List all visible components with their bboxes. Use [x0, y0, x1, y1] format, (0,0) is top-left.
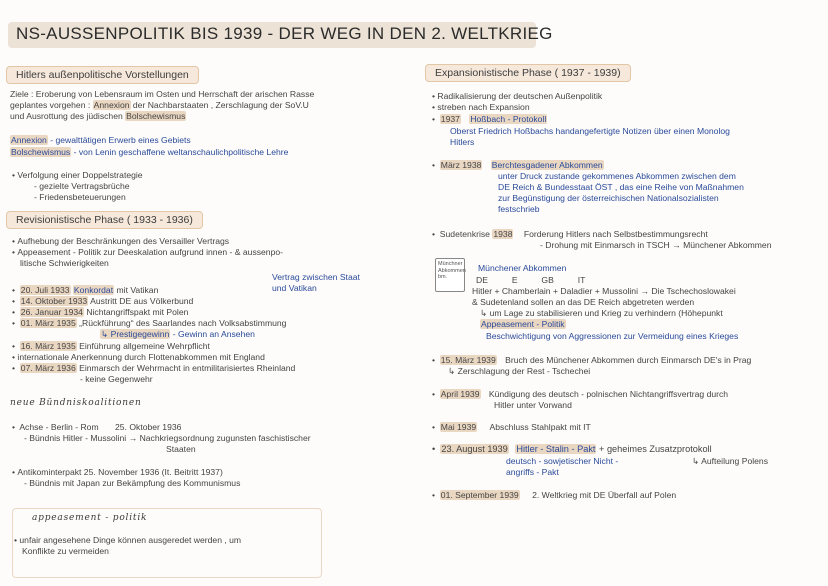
event-date: 26. Januar 1934 [20, 307, 83, 317]
achse-sub-1: - Bündnis Hitler - Mussolini → Nachkriegsordnung zugunsten faschistischer [24, 433, 311, 443]
event-hitler-stalin [432, 444, 712, 455]
event-polen [12, 307, 188, 318]
sudeten [432, 229, 708, 240]
expansion-item-1: • Radikalisierung der deutschen Außenpolitik [432, 91, 602, 102]
ziele-nachbarstaaten: der Nachbarstaaten , Zerschlagung der SoV.U [132, 100, 309, 110]
anschluss [432, 160, 604, 171]
section-header-buendnis: neue Bündniskoalitionen [10, 398, 142, 408]
bolschewismus-highlight: Bolschewismus [126, 111, 186, 121]
event-date: 16. März 1935 [20, 341, 76, 351]
muenchen-appeasement-label: Appeasement - Politik [481, 319, 565, 329]
muenchen-line-5: Beschwichtigung von Aggressionen zur Vermeidung eines Krieges [486, 331, 739, 341]
revision-item-2: • Appeasement - Politik zur Deeskalation aufgrund innen - & aussenpo- [12, 247, 283, 258]
event-text: Bruch des Münchener Abkommen durch Einmarsch DE's in Prag [505, 355, 752, 365]
appeasement-line-2: Konflikte zu vermeiden [22, 546, 109, 556]
def-annexion-text: - gewalttätigen Erwerb eines Gebiets [50, 135, 191, 145]
event-text: Abschluss Stahlpakt mit IT [489, 422, 591, 432]
hossbach [432, 114, 547, 125]
section-header-ziele: Hitlers außenpolitische Vorstellungen [6, 66, 199, 84]
gegenwehr: - keine Gegenwehr [80, 374, 153, 384]
event-text: Einführung allgemeine Wehrpflicht [79, 341, 210, 351]
event-rheinland [12, 363, 295, 374]
event-date: 20. Juli 1933 [20, 285, 70, 295]
ziele-line-2 [10, 100, 309, 111]
anschluss-date: März 1938 [440, 160, 482, 170]
event-text: Einmarsch der Wehrmacht in entmilitarisiertes Rheinland [79, 363, 296, 373]
antikomintern: • Antikominterpakt 25. November 1936 (It. Beitritt 1937) [12, 467, 223, 478]
event-april-sub: Hitler unter Vorwand [494, 400, 572, 410]
def-bolschewismus [10, 147, 288, 158]
muenchen-countries: DE E GB IT [476, 275, 586, 285]
hossbach-title: Hoßbach - Protokoll [470, 114, 547, 124]
event-text: Kündigung des deutsch - polnischen Nichtangriffsvertrag durch [488, 389, 729, 399]
aug-sub-1: deutsch - sowjetischer Nicht - [506, 456, 619, 466]
strategy-sub-2: - Friedensbeteuerungen [34, 192, 126, 202]
event-date: 07. März 1936 [20, 363, 76, 373]
ziele-line-1: Ziele : Eroberung von Lebensraum im Osten und Herrschaft der arischen Rasse [10, 89, 315, 99]
anschluss-line-1: unter Druck zustande gekommenes Abkommen zwischen dem [498, 171, 736, 181]
revision-item-3: litische Schwierigkeiten [20, 258, 109, 268]
event-date: April 1939 [440, 389, 480, 399]
event-text: Austritt DE aus Völkerbund [90, 296, 194, 306]
achse-label: Achse - Berlin - Rom [19, 422, 99, 432]
anschluss-line-4: festschrieb [498, 204, 540, 214]
def-bolschewismus-term: Bolschewismus [11, 147, 71, 157]
muenchen-line-2: & Sudetenland sollen an das DE Reich abgetreten werden [472, 297, 695, 307]
prestige: ↳ Prestigegewinn [101, 329, 170, 339]
event-date: 14. Oktober 1933 [20, 296, 88, 306]
hossbach-date: 1937 [440, 114, 460, 124]
event-wehrpflicht [12, 341, 210, 352]
event-text: mit Vatikan [116, 285, 159, 295]
def-bolschewismus-text: - von Lenin geschaffene weltanschaulichpolitische Lehre [73, 147, 289, 157]
sudeten-text-2: - Drohung mit Einmarsch in TSCH → Münchener Abkommen [540, 240, 772, 250]
antikomintern-sub: - Bündnis mit Japan zur Bekämpfung des Kommunismus [24, 478, 241, 488]
achse-sub-2: Staaten [166, 444, 196, 454]
event-prag [432, 355, 751, 366]
event-konkordat [12, 285, 158, 296]
event-date: 01. März 1935 [20, 318, 76, 328]
prestige-line [100, 329, 255, 340]
event-rest-tschechei: ↳ Zerschlagung der Rest - Tschechei [448, 366, 591, 376]
muenchen-line-3: ↳ um Lage zu stabilisieren und Krieg zu verhindern (Höhepunkt [480, 308, 723, 318]
side-note-1: Vertrag zwischen Staat [272, 272, 360, 282]
ziele-vorgehen: geplantes vorgehen : [10, 100, 91, 110]
def-annexion [10, 135, 191, 146]
sudeten-date: 1938 [493, 229, 513, 239]
hossbach-text-1: Oberst Friedrich Hoßbachs handangefertigte Notizen über einen Monolog [450, 126, 730, 136]
aug-text: + geheimes Zusatzprotokoll [599, 444, 712, 454]
aug-sub-3: ↳ Aufteilung Polens [692, 456, 769, 466]
strategy-sub-1: - gezielte Vertragsbrüche [34, 181, 130, 191]
event-text: „Rückführung“ des Saarlandes nach Volksabstimmung [79, 318, 287, 328]
event-voelkerbund [12, 296, 193, 307]
note-icon: Münchner Abkommen bm. [435, 258, 465, 292]
sudeten-text-1: Forderung Hitlers nach Selbstbestimmungsrecht [523, 229, 708, 239]
event-text: Nichtangriffspakt mit Polen [86, 307, 189, 317]
achse-date: 25. Oktober 1936 [115, 422, 182, 432]
event-date: 01. September 1939 [440, 490, 519, 500]
event-date: 15. März 1939 [440, 355, 496, 365]
aug-title: Hitler - Stalin - Pakt [516, 444, 596, 454]
event-ueberfall [432, 490, 676, 501]
expansion-item-2: • streben nach Expansion [432, 102, 530, 113]
event-date: 23. August 1939 [441, 444, 508, 454]
event-april [432, 389, 728, 400]
event-text: 2. Weltkrieg mit DE Überfall auf Polen [532, 490, 677, 500]
event-date: Mai 1939 [440, 422, 477, 432]
prestige-tail: - Gewinn an Ansehen [172, 329, 255, 339]
sudeten-label: Sudetenkrise [439, 229, 490, 239]
section-header-revision: Revisionistische Phase ( 1933 - 1936) [6, 211, 203, 229]
def-annexion-term: Annexion [11, 135, 47, 145]
appeasement-line-1: • unfair angesehene Dinge können ausgeredet werden , um [14, 535, 241, 546]
ziele-line-3 [10, 111, 186, 122]
achse [12, 422, 181, 433]
event-tag: Konkordat [73, 285, 114, 295]
section-header-expansion: Expansionistische Phase ( 1937 - 1939) [425, 64, 631, 82]
side-note-2: und Vatikan [272, 283, 317, 293]
anschluss-title: Berchtesgadener Abkommen [491, 160, 603, 170]
appeasement-header: appeasement - politik [32, 513, 148, 523]
muenchen-appeasement [480, 319, 566, 330]
strategy: • Verfolgung einer Doppelstrategie [12, 170, 143, 181]
hossbach-text-2: Hitlers [450, 137, 475, 147]
event-stahlpakt [432, 422, 591, 433]
revision-item-1: • Aufhebung der Beschränkungen des Versailler Vertrags [12, 236, 229, 247]
aug-sub-2: angriffs - Pakt [506, 467, 559, 477]
muenchen-line-1: Hitler + Chamberlain + Daladier + Mussolini → Die Tschechoslowakei [472, 286, 736, 296]
ziele-ausrottung: und Ausrottung des jüdischen [10, 111, 123, 121]
page-title: NS-AUSSENPOLITIK BIS 1939 - DER WEG IN DEN 2. WELTKRIEG [16, 24, 553, 43]
annexion-highlight: Annexion [93, 100, 130, 110]
muenchen-title: Münchener Abkommen [478, 263, 567, 273]
anschluss-line-2: DE Reich & Bundesstaat ÖST , das eine Reihe von Maßnahmen [498, 182, 744, 192]
anschluss-line-3: zur Begünstigung der österreichischen Nationalsozialisten [498, 193, 719, 203]
event-saarland [12, 318, 286, 329]
event-flottenabkommen: • internationale Anerkennung durch Flottenabkommen mit England [12, 352, 265, 363]
